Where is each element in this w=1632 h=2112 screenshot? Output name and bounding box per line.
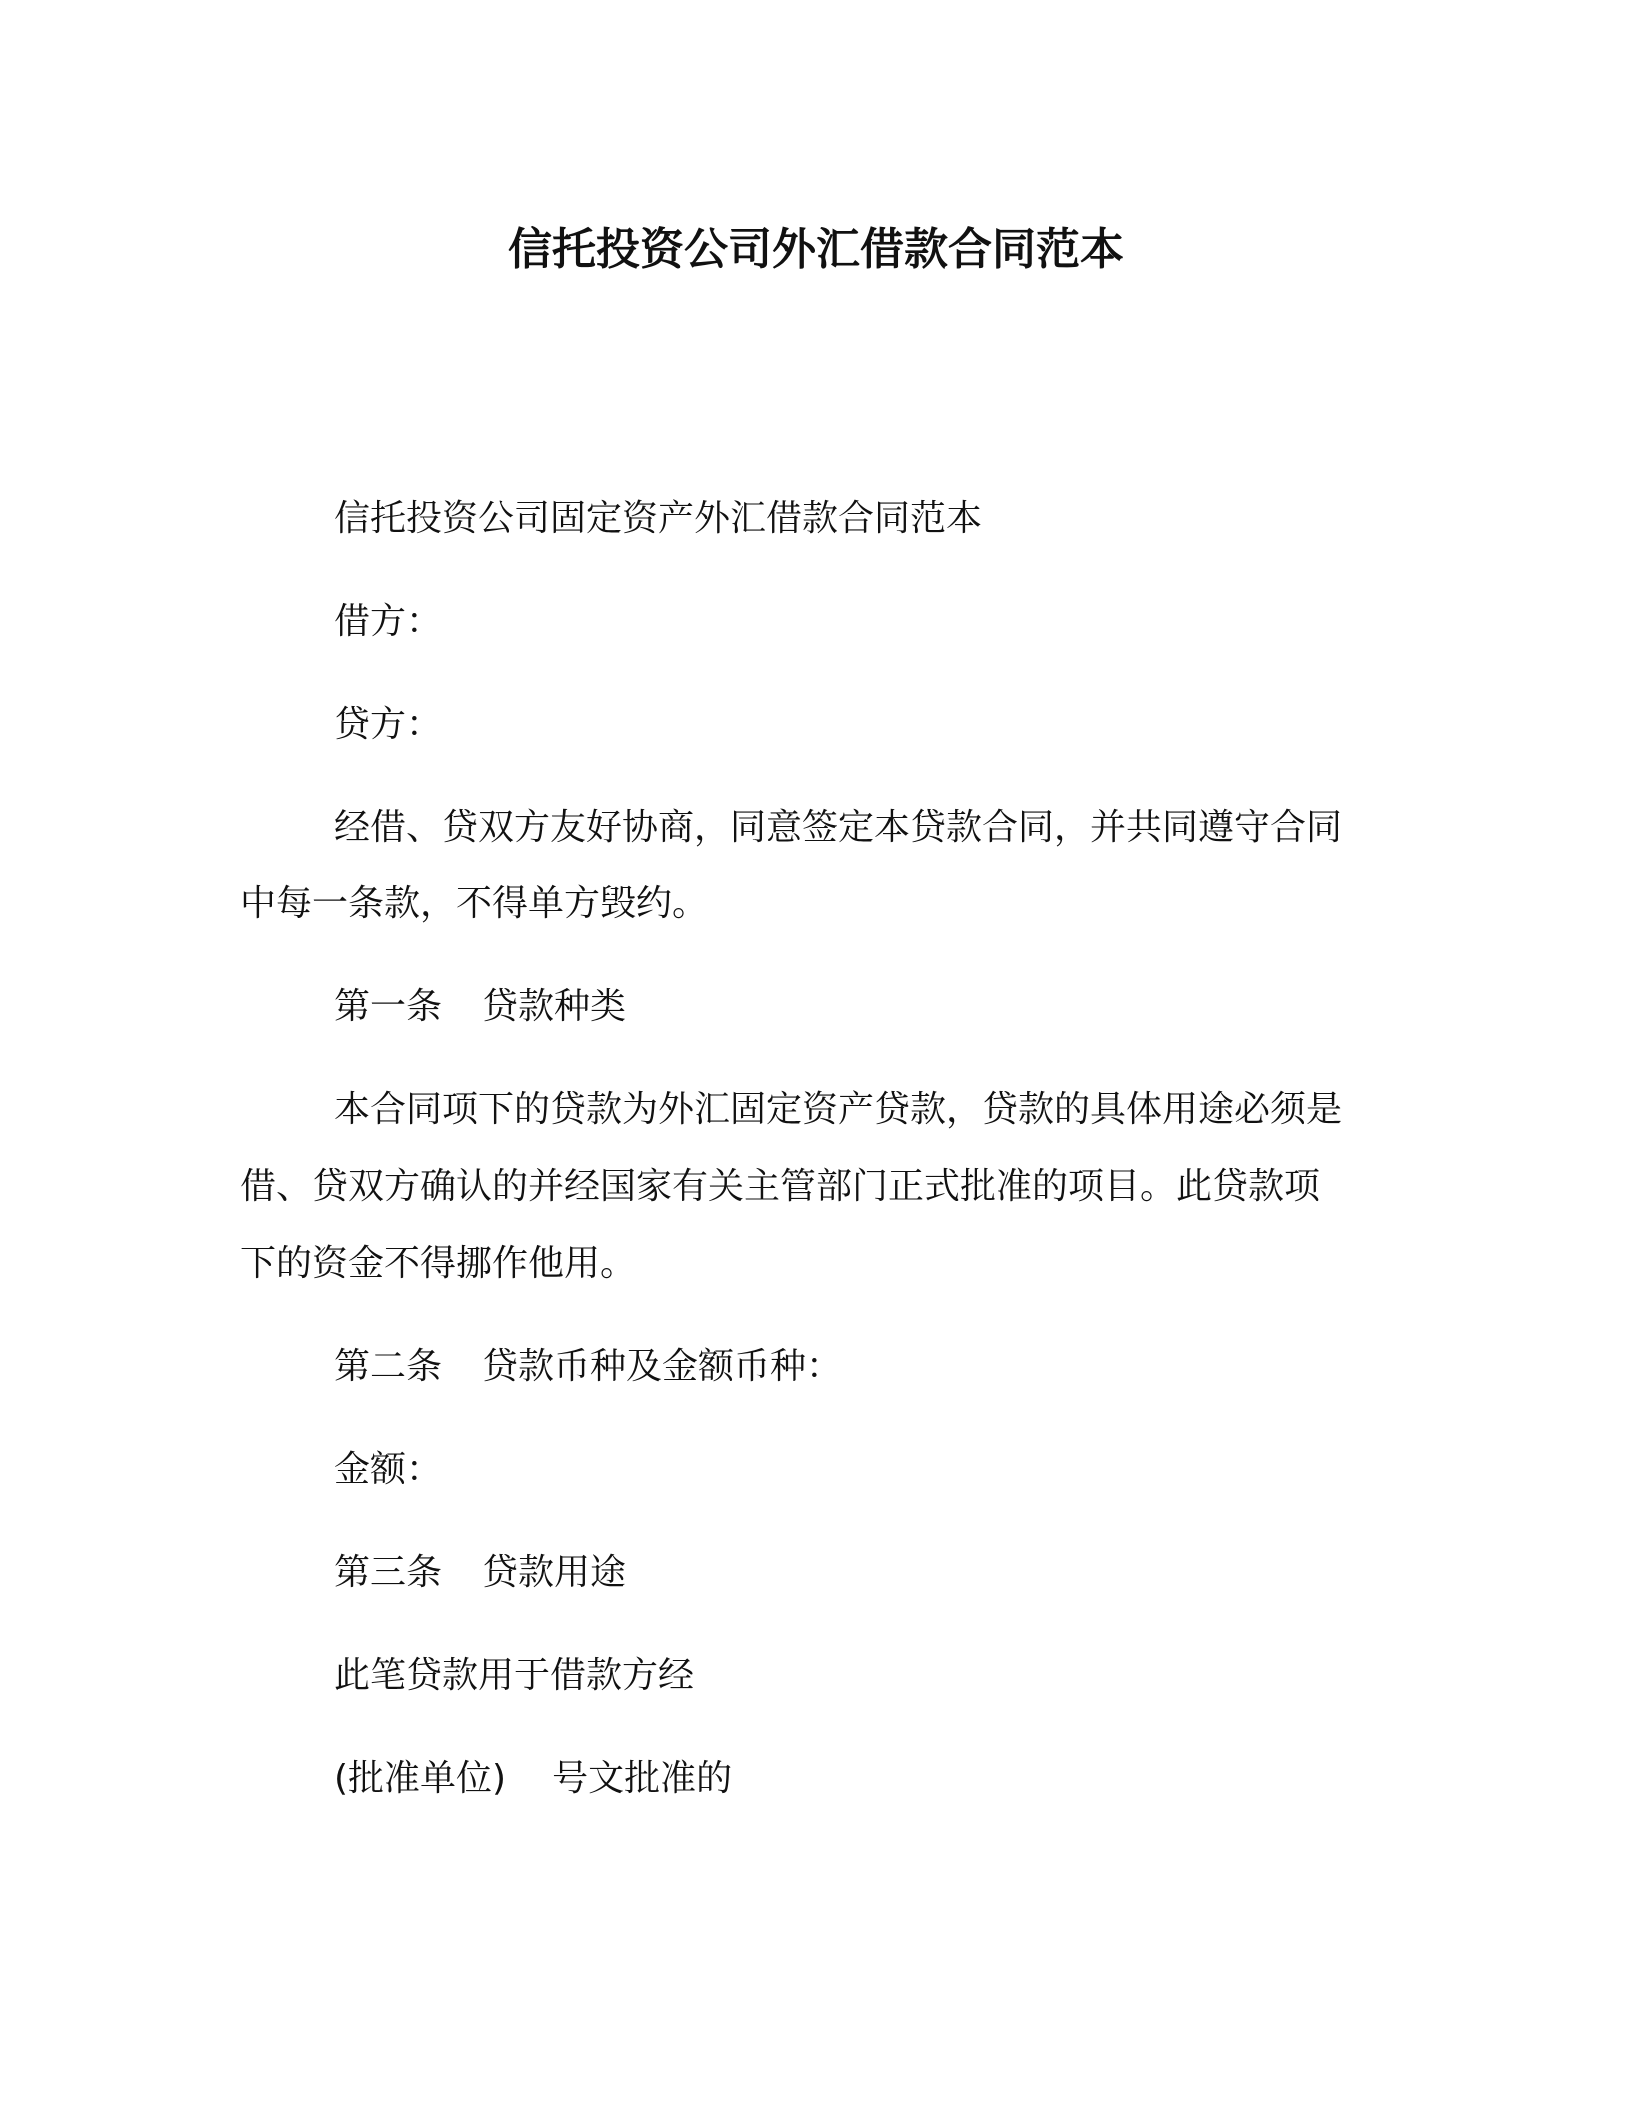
- article-1-number: 第一条: [334, 986, 443, 1027]
- preamble-line-2: 中每一条款，不得单方毁约。: [240, 883, 709, 924]
- article-1-heading: [334, 985, 626, 1029]
- lender-label: 贷方：: [334, 704, 443, 745]
- borrower-label: 借方：: [334, 601, 443, 642]
- article-2-heading: [334, 1345, 842, 1389]
- article-1-line-3: 下的资金不得挪作他用。: [240, 1243, 637, 1284]
- document-subtitle: 信托投资公司固定资产外汇借款合同范本: [334, 498, 983, 539]
- preamble-line-1: 经借、贷双方友好协商，同意签定本贷款合同，并共同遵守合同: [334, 807, 1343, 848]
- amount-label: 金额：: [334, 1449, 443, 1490]
- article-3-title: 贷款用途: [482, 1552, 627, 1593]
- article-2-title: 贷款币种及金额币种：: [482, 1346, 843, 1387]
- approval-text: 号文批准的: [552, 1758, 733, 1799]
- article-3-line-2: [334, 1757, 732, 1801]
- article-1-line-2: 借、贷双方确认的并经国家有关主管部门正式批准的项目。此贷款项: [240, 1166, 1321, 1207]
- document-title: 信托投资公司外汇借款合同范本: [508, 224, 1124, 275]
- article-3-heading: [334, 1551, 626, 1595]
- article-3-number: 第三条: [334, 1552, 443, 1593]
- article-1-title: 贷款种类: [482, 986, 627, 1027]
- article-2-number: 第二条: [334, 1346, 443, 1387]
- approval-unit: (批准单位): [334, 1758, 507, 1799]
- article-3-line-1: 此笔贷款用于借款方经: [334, 1655, 695, 1696]
- article-1-line-1: 本合同项下的贷款为外汇固定资产贷款，贷款的具体用途必须是: [334, 1089, 1343, 1130]
